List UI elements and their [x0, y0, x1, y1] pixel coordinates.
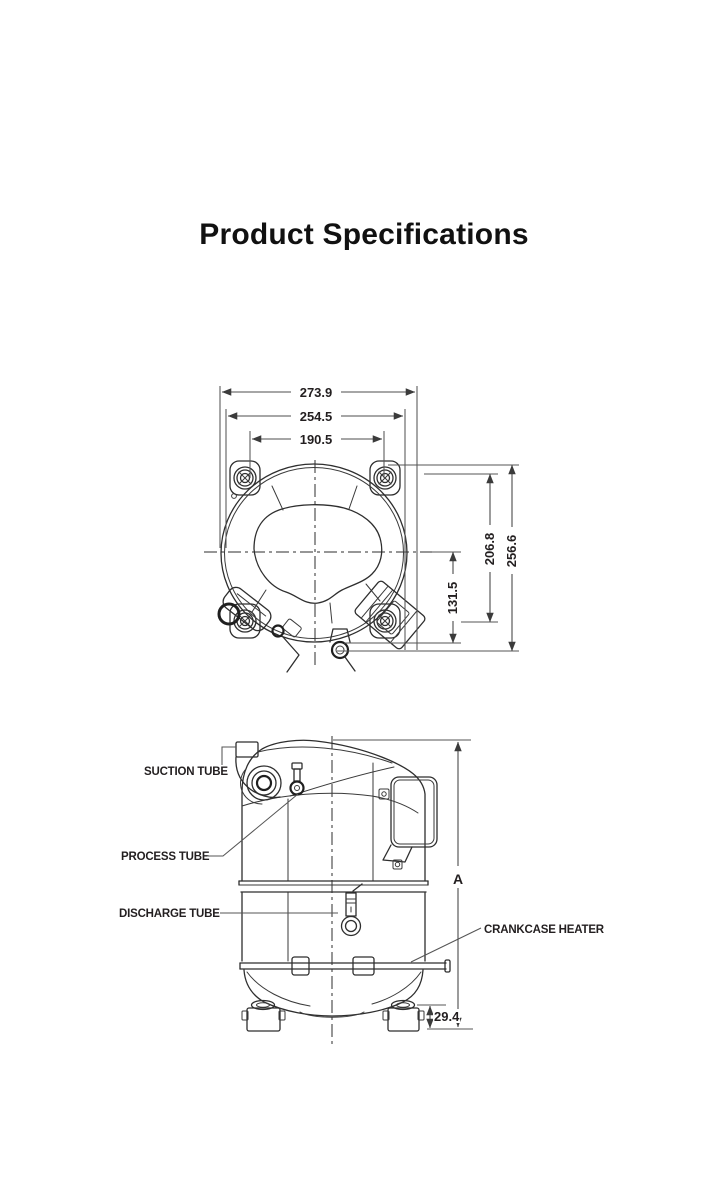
process-tube-top — [273, 618, 302, 672]
dimension-overall-height — [504, 465, 520, 651]
bottom-shell — [244, 970, 423, 1017]
suction-tube-fitting — [236, 742, 281, 804]
process-tube-fitting — [291, 763, 304, 795]
crankcase-heater-label: CRANKCASE HEATER — [484, 924, 604, 936]
callout-suction-tube — [144, 747, 236, 778]
dimension-foot-height — [417, 1005, 460, 1028]
dimension-upper-height — [482, 474, 498, 622]
dimension-overall-width — [222, 384, 415, 400]
compressor-top-view — [204, 384, 520, 672]
top-view-centerlines — [204, 460, 436, 668]
dim-overall-width-value: 273.9 — [299, 385, 333, 400]
callout-crankcase-heater — [411, 924, 605, 962]
dim-foot-height-value: 29.4 — [434, 1009, 460, 1024]
dim-overall-height-value: 256.6 — [504, 534, 519, 568]
dim-a-value: A — [452, 871, 464, 887]
suction-tube-label: SUCTION TUBE — [144, 766, 228, 778]
dim-bolt-width-value: 190.5 — [299, 432, 333, 447]
callout-process-tube — [121, 794, 298, 863]
crankcase-heater-band — [240, 957, 450, 975]
process-tube-label: PROCESS TUBE — [121, 851, 210, 863]
discharge-fitting-top — [330, 629, 355, 671]
dim-mid-width-value: 254.5 — [299, 409, 333, 424]
page-title: Product Specifications — [199, 218, 529, 251]
dimension-mid-width — [228, 408, 403, 424]
dim-upper-height-value: 206.8 — [482, 532, 497, 566]
compressor-shell-side — [242, 740, 425, 961]
compressor-side-view — [119, 736, 605, 1045]
dimension-lower-height — [445, 552, 461, 643]
upper-weld-band — [239, 881, 428, 892]
discharge-tube-label: DISCHARGE TUBE — [119, 908, 220, 920]
callout-discharge-tube — [119, 908, 338, 920]
terminal-box — [379, 777, 437, 869]
dimension-bolt-width — [252, 431, 382, 447]
dim-lower-height-value: 131.5 — [445, 581, 460, 615]
